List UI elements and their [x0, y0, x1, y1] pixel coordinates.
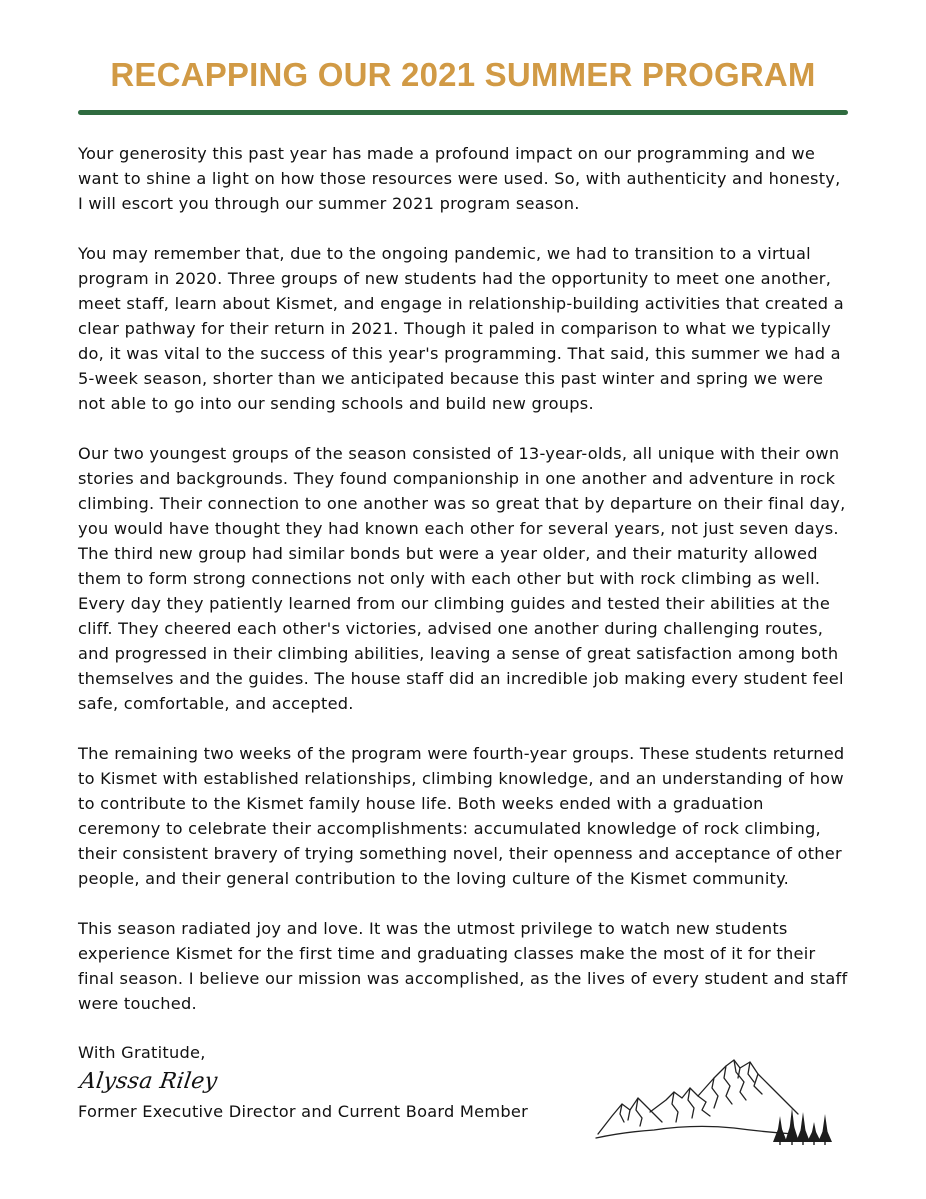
signature: Alyssa Riley — [78, 1069, 219, 1094]
paragraph-3: Our two youngest groups of the season consisted of 13-year-olds, all unique with their own stories and backgrounds. They found companionship in one another and adventure in rock climbing. Their connection to one another was so great that by departure on their final day, you would have thought they had known each other for several years, not just seven days. The third new group had similar bonds but were a year older, and their maturity allowed them to form strong connections not only with each other but with rock climbing as well. Every day they patiently learned from our climbing guides and tested their abilities at the cliff. They cheered each other's victories, advised one another during challenging routes, and progressed in their climbing abilities, leaving a sense of great satisfaction among both themselves and the guides. The house staff did an incredible job making every student feel safe, comfortable, and accepted. — [78, 444, 846, 713]
salutation: With Gratitude, — [78, 1043, 206, 1062]
title-divider — [78, 110, 848, 115]
letter-body — [78, 141, 850, 1041]
signer-role: Former Executive Director and Current Board Member — [78, 1102, 529, 1121]
letter-closing — [78, 1040, 598, 1124]
paragraph-1: Your generosity this past year has made a profound impact on our programming and we want to shine a light on how those resources were used. So, with authenticity and honesty, I will escort you through our summer 2021 program season. — [78, 144, 841, 213]
page-title: RECAPPING OUR 2021 SUMMER PROGRAM — [110, 56, 816, 93]
paragraph-4: The remaining two weeks of the program were fourth-year groups. These students returned to Kismet with established relationships, climbing knowledge, and an understanding of how to contribute to the Kismet family house life. Both weeks ended with a graduation ceremony to celebrate their accomplishments: accumulated knowledge of rock climbing, their consistent bravery of trying something novel, their openness and acceptance of other people, and their general contribution to the loving culture of the Kismet community. — [78, 744, 845, 888]
mountains-trees-icon — [594, 1052, 836, 1146]
paragraph-2: You may remember that, due to the ongoing pandemic, we had to transition to a virtual program in 2020. Three groups of new students had the opportunity to meet one another, meet staff, learn about Kismet, and engage in relationship-building activities that created a clear pathway for their return in 2021. Though it paled in comparison to what we typically do, it was vital to the success of this year's programming. That said, this summer we had a 5-week season, shorter than we anticipated because this past winter and spring we were not able to go into our sending schools and build new groups. — [78, 244, 844, 413]
paragraph-5: This season radiated joy and love. It was the utmost privilege to watch new students experience Kismet for the first time and graduating classes make the most of it for their final season. I believe our mission was accomplished, as the lives of every student and staff were touched. — [78, 919, 848, 1013]
